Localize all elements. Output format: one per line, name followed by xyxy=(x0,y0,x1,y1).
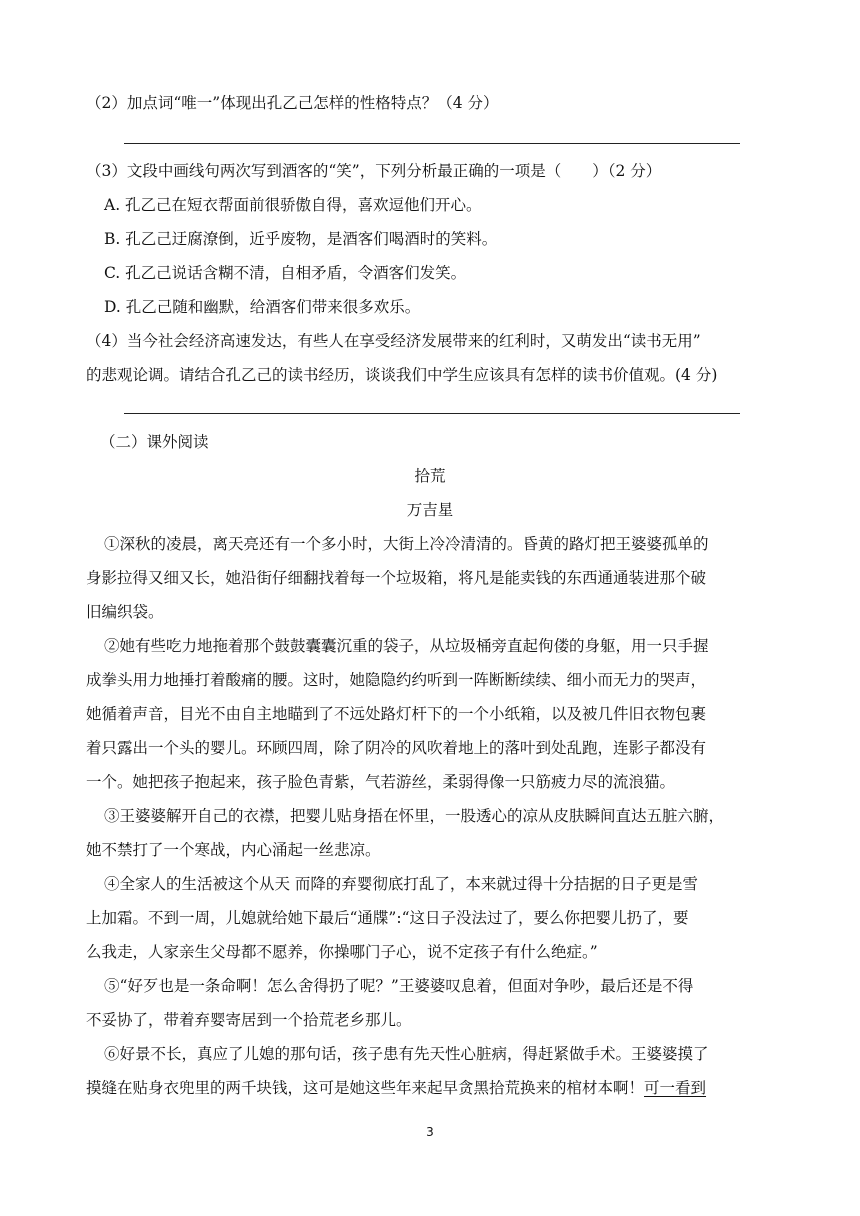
paragraph-text: 摸缝在贴身衣兜里的两千块钱，这可是她这些年来起早贪黑拾荒换来的棺材本啊！ xyxy=(86,1079,645,1097)
paragraph-line: 不妥协了，带着弃婴寄居到一个拾荒老乡那儿。 xyxy=(86,1011,412,1029)
paragraph-line: 么我走，人家亲生父母都不愿养，你操哪门子心，说不定孩子有什么绝症。” xyxy=(86,943,598,961)
paragraph-line: 身影拉得又细又长，她沿街仔细翻找着每一个垃圾箱，将凡是能卖钱的东西通通装进那个破 xyxy=(86,569,707,587)
paragraph-line: 她不禁打了一个寒战，内心涌起一丝悲凉。 xyxy=(86,841,381,859)
question-4-line-2: 的悲观论调。请结合孔乙己的读书经历，谈谈我们中学生应该具有怎样的读书价值观。(4 分) xyxy=(86,366,718,384)
paragraph-line: 她循着声音，目光不由自主地瞄到了不远处路灯杆下的一个小纸箱，以及被几件旧衣物包裹 xyxy=(86,705,707,723)
paragraph-line: ③王婆婆解开自己的衣襟，把婴儿贴身捂在怀里，一股透心的凉从皮肤瞬间直达五脏六腑， xyxy=(104,807,725,825)
answer-line-q4 xyxy=(124,413,740,414)
section-heading: （二）课外阅读 xyxy=(100,433,209,451)
question-3-option-c: C. 孔乙己说话含糊不清，自相矛盾，令酒客们发笑。 xyxy=(104,264,467,282)
question-2: （2）加点词“唯一”体现出孔乙己怎样的性格特点？（4 分） xyxy=(86,94,499,112)
paragraph-line xyxy=(86,1078,706,1098)
paragraph-line: 着只露出一个头的婴儿。环顾四周，除了阴冷的风吹着地上的落叶到处乱跑，连影子都没有 xyxy=(86,739,707,757)
paragraph-line: 上加霜。不到一周，儿媳就给她下最后“通牒”:“这日子没法过了，要么你把婴儿扔了，要 xyxy=(86,909,689,927)
article-author: 万吉星 xyxy=(406,501,454,519)
paragraph-line: 成拳头用力地捶打着酸痛的腰。这时，她隐隐约约听到一阵断断续续、细小而无力的哭声， xyxy=(86,671,707,689)
paragraph-line: ④全家人的生活被这个从天 而降的弃婴彻底打乱了，本来就过得十分拮据的日子更是雪 xyxy=(104,875,698,893)
answer-line-q2 xyxy=(124,143,740,144)
paragraph-line: ⑤“好歹也是一条命啊！怎么舍得扔了呢？”王婆婆叹息着，但面对争吵，最后还是不得 xyxy=(104,977,694,995)
paragraph-line: 旧编织袋。 xyxy=(86,603,164,621)
page-number: 3 xyxy=(426,1125,434,1139)
question-3-option-d: D. 孔乙己随和幽默，给酒客们带来很多欢乐。 xyxy=(104,298,421,316)
paragraph-line: ②她有些吃力地拖着那个鼓鼓囊囊沉重的袋子，从垃圾桶旁直起佝偻的身躯，用一只手握 xyxy=(104,637,709,655)
paragraph-line: 一个。她把孩子抱起来，孩子脸色青紫，气若游丝，柔弱得像一只筋疲力尽的流浪猫。 xyxy=(86,773,676,791)
question-3-stem: （3）文段中画线句两次写到酒客的“笑”，下列分析最正确的一项是（ ）（2 分） xyxy=(86,162,662,180)
paragraph-line: ⑥好景不长，真应了儿媳的那句话，孩子患有先天性心脏病，得赶紧做手术。王婆婆摸了 xyxy=(104,1045,709,1063)
question-4-line-1: （4）当今社会经济高速发达，有些人在享受经济发展带来的红利时，又萌发出“读书无用” xyxy=(86,332,701,350)
paragraph-line: ①深秋的凌晨，离天亮还有一个多小时，大街上冷冷清清的。昏黄的路灯把王婆婆孤单的 xyxy=(104,535,709,553)
underlined-sentence: 可一看到 xyxy=(644,1079,707,1097)
question-3-option-a: A. 孔乙己在短衣帮面前很骄傲自得，喜欢逗他们开心。 xyxy=(104,196,482,214)
question-3-option-b: B. 孔乙己迂腐潦倒，近乎废物，是酒客们喝酒时的笑料。 xyxy=(104,230,498,248)
article-title: 拾荒 xyxy=(414,467,446,485)
